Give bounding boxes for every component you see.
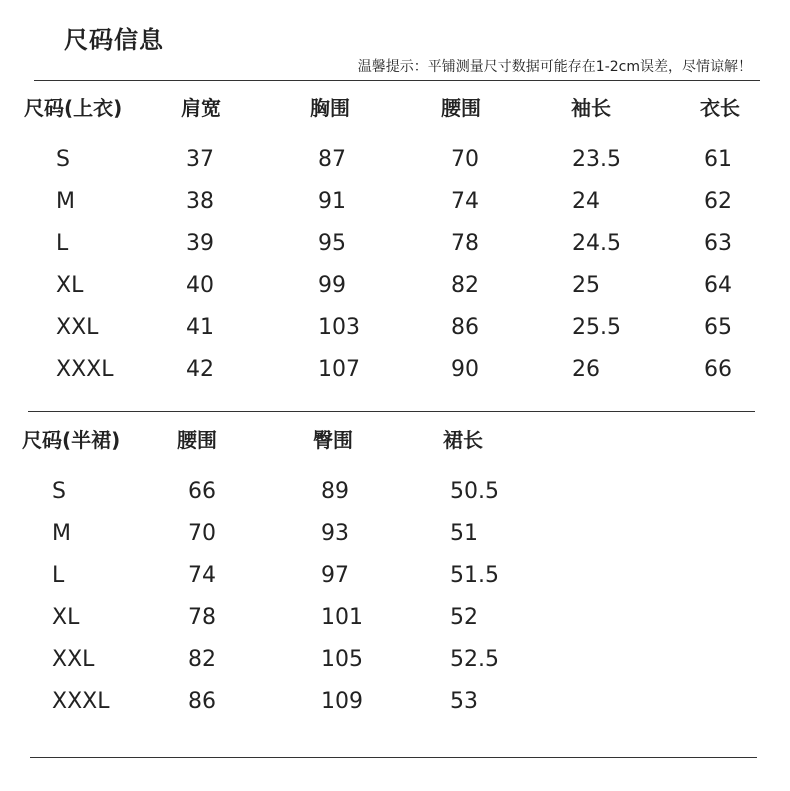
top-table-header-2: 胸围 (310, 96, 350, 120)
top-table-cell: 95 (318, 231, 346, 256)
top-table-cell: 63 (704, 231, 732, 256)
skirt-table-cell: 52.5 (450, 647, 499, 672)
skirt-table-cell: 89 (321, 479, 349, 504)
top-table-cell: 41 (186, 315, 214, 340)
top-table-cell: 62 (704, 189, 732, 214)
top-table-cell: XXXL (56, 357, 114, 382)
skirt-table-cell: 51 (450, 521, 478, 546)
top-table-cell: 90 (451, 357, 479, 382)
top-table-header-0: 尺码(上衣) (24, 96, 123, 120)
top-table-cell: 39 (186, 231, 214, 256)
skirt-table-cell: 82 (188, 647, 216, 672)
top-table-cell: 40 (186, 273, 214, 298)
top-table-header-1: 肩宽 (181, 96, 221, 120)
top-table-cell: 74 (451, 189, 479, 214)
top-table-cell: 107 (318, 357, 360, 382)
top-table-cell: 37 (186, 147, 214, 172)
skirt-table-cell: 74 (188, 563, 216, 588)
skirt-table-cell: 70 (188, 521, 216, 546)
top-table-cell: 103 (318, 315, 360, 340)
top-table-cell: S (56, 147, 70, 172)
top-table-cell: 78 (451, 231, 479, 256)
skirt-table-cell: 50.5 (450, 479, 499, 504)
page-title: 尺码信息 (64, 26, 164, 54)
skirt-table-cell: S (52, 479, 66, 504)
top-table-header-4: 袖长 (571, 96, 611, 120)
skirt-table-cell: 101 (321, 605, 363, 630)
top-table-cell: 65 (704, 315, 732, 340)
skirt-table-cell: 105 (321, 647, 363, 672)
top-table-cell: 26 (572, 357, 600, 382)
skirt-table-cell: XXL (52, 647, 95, 672)
skirt-table-cell: XXXL (52, 689, 110, 714)
top-table-cell: 24.5 (572, 231, 621, 256)
top-table-cell: 99 (318, 273, 346, 298)
top-table-cell: 61 (704, 147, 732, 172)
top-table-cell: 23.5 (572, 147, 621, 172)
divider-top (34, 80, 760, 81)
skirt-table-header-3: 裙长 (443, 428, 483, 452)
skirt-table-cell: M (52, 521, 71, 546)
skirt-table-header-0: 尺码(半裙) (22, 428, 121, 452)
top-table-header-3: 腰围 (441, 96, 481, 120)
top-table-cell: 25 (572, 273, 600, 298)
top-table-cell: 82 (451, 273, 479, 298)
skirt-table-cell: 86 (188, 689, 216, 714)
top-table-cell: M (56, 189, 75, 214)
skirt-table-cell: XL (52, 605, 80, 630)
top-table-cell: 38 (186, 189, 214, 214)
top-table-cell: XXL (56, 315, 99, 340)
top-table-cell: 87 (318, 147, 346, 172)
skirt-table-header-2: 臀围 (313, 428, 353, 452)
skirt-table-cell: 66 (188, 479, 216, 504)
measurement-notice: 温馨提示：平铺测量尺寸数据可能存在1-2cm误差，尽情谅解！ (357, 59, 752, 75)
skirt-table-header-1: 腰围 (177, 428, 217, 452)
divider-middle (28, 411, 755, 412)
skirt-table-cell: L (52, 563, 65, 588)
top-table-cell: 24 (572, 189, 600, 214)
top-table-cell: L (56, 231, 69, 256)
skirt-table-cell: 97 (321, 563, 349, 588)
skirt-table-cell: 78 (188, 605, 216, 630)
top-table-cell: 25.5 (572, 315, 621, 340)
top-table-cell: 91 (318, 189, 346, 214)
skirt-table-cell: 51.5 (450, 563, 499, 588)
top-table-cell: 70 (451, 147, 479, 172)
skirt-table-cell: 52 (450, 605, 478, 630)
skirt-table-cell: 53 (450, 689, 478, 714)
divider-bottom (30, 757, 757, 758)
skirt-table-cell: 109 (321, 689, 363, 714)
top-table-cell: 64 (704, 273, 732, 298)
skirt-table-cell: 93 (321, 521, 349, 546)
top-table-cell: 86 (451, 315, 479, 340)
top-table-cell: 42 (186, 357, 214, 382)
top-table-cell: XL (56, 273, 84, 298)
top-table-cell: 66 (704, 357, 732, 382)
top-table-header-5: 衣长 (700, 96, 740, 120)
